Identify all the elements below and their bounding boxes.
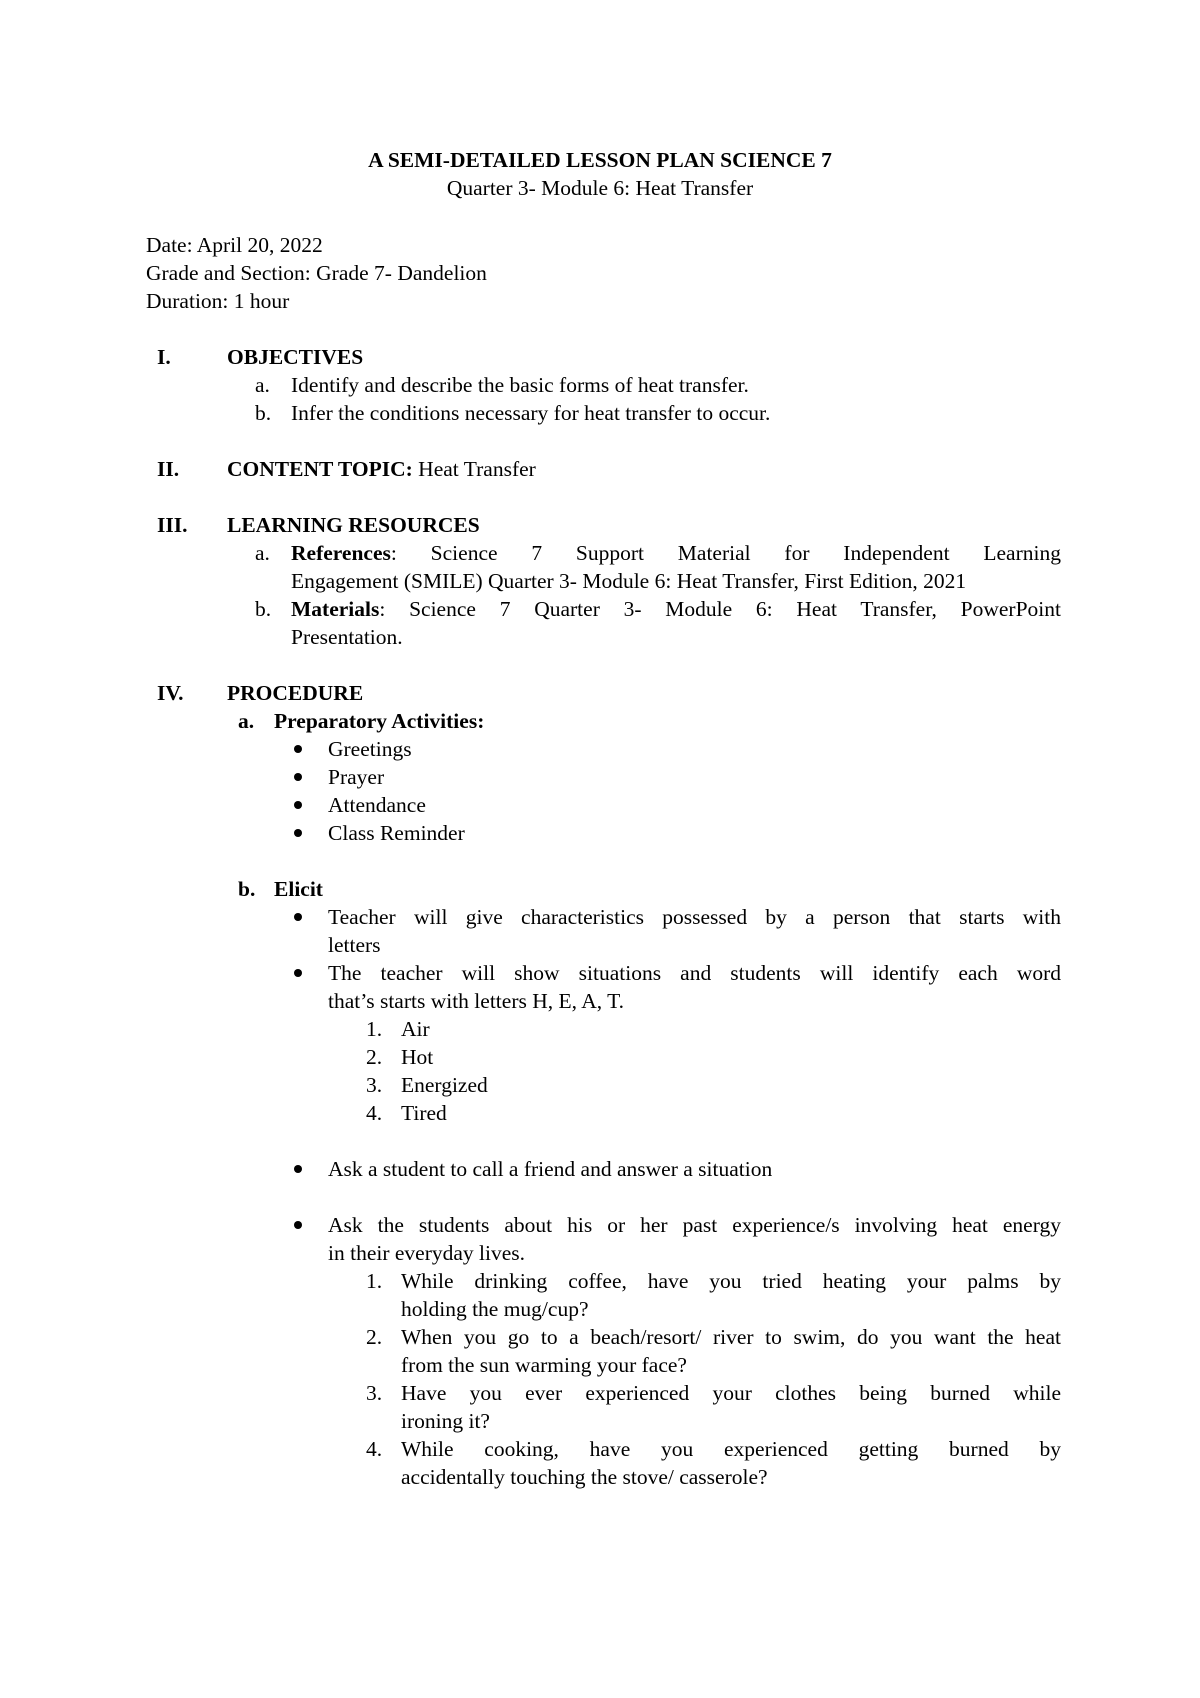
question-line-1: Have you ever experienced your clothes being burned while	[401, 1381, 1061, 1405]
question-number: 2.	[366, 1325, 383, 1349]
elicit-bullet-2-line-1: The teacher will show situations and students will identify each word	[328, 961, 1061, 985]
grade-section: Grade and Section: Grade 7- Dandelion	[146, 261, 487, 285]
question-line-1: While drinking coffee, have you tried heating your palms by	[401, 1269, 1061, 1293]
section-numeral-objectives: I.	[157, 345, 171, 369]
objective-marker: a.	[255, 373, 270, 397]
bullet-icon	[294, 969, 302, 977]
word-item: Energized	[401, 1073, 488, 1097]
elicit-bullet-4-line-1: Ask the students about his or her past experience/s involving heat energy	[328, 1213, 1061, 1237]
list-item: Greetings	[328, 737, 412, 761]
bullet-icon	[294, 773, 302, 781]
question-line-2: ironing it?	[401, 1409, 490, 1433]
content-topic-text: Heat Transfer	[418, 457, 536, 481]
list-item: Class Reminder	[328, 821, 465, 845]
elicit-bullet-4-line-2: in their everyday lives.	[328, 1241, 526, 1265]
references-line-2: Engagement (SMILE) Quarter 3- Module 6: Heat Transfer, First Edition, 2021	[291, 569, 967, 593]
word-item: Air	[401, 1017, 430, 1041]
section-numeral-resources: III.	[157, 513, 188, 537]
materials-line-2: Presentation.	[291, 625, 403, 649]
resources-heading: LEARNING RESOURCES	[227, 513, 480, 537]
bullet-icon	[294, 1165, 302, 1173]
bullet-icon	[294, 1221, 302, 1229]
elicit-marker: b.	[238, 877, 256, 901]
list-item: Prayer	[328, 765, 385, 789]
lesson-date: Date: April 20, 2022	[146, 233, 323, 257]
objective-marker: b.	[255, 401, 272, 425]
preparatory-heading: Preparatory Activities:	[274, 709, 485, 733]
materials-line-1: Materials: Science 7 Quarter 3- Module 6: Heat Transfer, PowerPoint	[291, 597, 1061, 621]
question-line-2: holding the mug/cup?	[401, 1297, 589, 1321]
word-item: Hot	[401, 1045, 434, 1069]
word-item: Tired	[401, 1101, 447, 1125]
preparatory-marker: a.	[238, 709, 255, 733]
question-line-2: from the sun warming your face?	[401, 1353, 687, 1377]
elicit-bullet-1-line-1: Teacher will give characteristics possessed by a person that starts with	[328, 905, 1061, 929]
section-numeral-content: II.	[157, 457, 180, 481]
question-line-1: When you go to a beach/resort/ river to swim, do you want the heat	[401, 1325, 1061, 1349]
word-number: 3.	[366, 1073, 383, 1097]
references-label: References	[291, 541, 391, 565]
bullet-icon	[294, 913, 302, 921]
references-marker: a.	[255, 541, 270, 565]
question-number: 4.	[366, 1437, 383, 1461]
bullet-icon	[294, 745, 302, 753]
question-line-1: While cooking, have you experienced getting burned by	[401, 1437, 1061, 1461]
document-title: A SEMI-DETAILED LESSON PLAN SCIENCE 7	[368, 148, 832, 172]
question-number: 3.	[366, 1381, 383, 1405]
content-topic-heading: CONTENT TOPIC:	[227, 457, 413, 481]
objective-text: Infer the conditions necessary for heat transfer to occur.	[291, 401, 771, 425]
objective-text: Identify and describe the basic forms of heat transfer.	[291, 373, 749, 397]
elicit-bullet-3: Ask a student to call a friend and answer a situation	[328, 1157, 773, 1181]
question-line-2: accidentally touching the stove/ casserole?	[401, 1465, 768, 1489]
question-number: 1.	[366, 1269, 383, 1293]
word-number: 4.	[366, 1101, 383, 1125]
bullet-icon	[294, 801, 302, 809]
objectives-heading: OBJECTIVES	[227, 345, 364, 369]
procedure-heading: PROCEDURE	[227, 681, 364, 705]
document-subtitle: Quarter 3- Module 6: Heat Transfer	[446, 176, 754, 200]
word-number: 2.	[366, 1045, 383, 1069]
references-line-1: References: Science 7 Support Material for Independent Learning	[291, 541, 1061, 565]
duration: Duration: 1 hour	[146, 289, 290, 313]
list-item: Attendance	[328, 793, 426, 817]
elicit-heading: Elicit	[274, 877, 323, 901]
word-number: 1.	[366, 1017, 383, 1041]
section-numeral-procedure: IV.	[157, 681, 184, 705]
bullet-icon	[294, 829, 302, 837]
materials-marker: b.	[255, 597, 272, 621]
content-topic-line	[227, 455, 536, 483]
materials-label: Materials	[291, 597, 380, 621]
elicit-bullet-2-line-2: that’s starts with letters H, E, A, T.	[328, 989, 624, 1013]
elicit-bullet-1-line-2: letters	[328, 933, 381, 957]
